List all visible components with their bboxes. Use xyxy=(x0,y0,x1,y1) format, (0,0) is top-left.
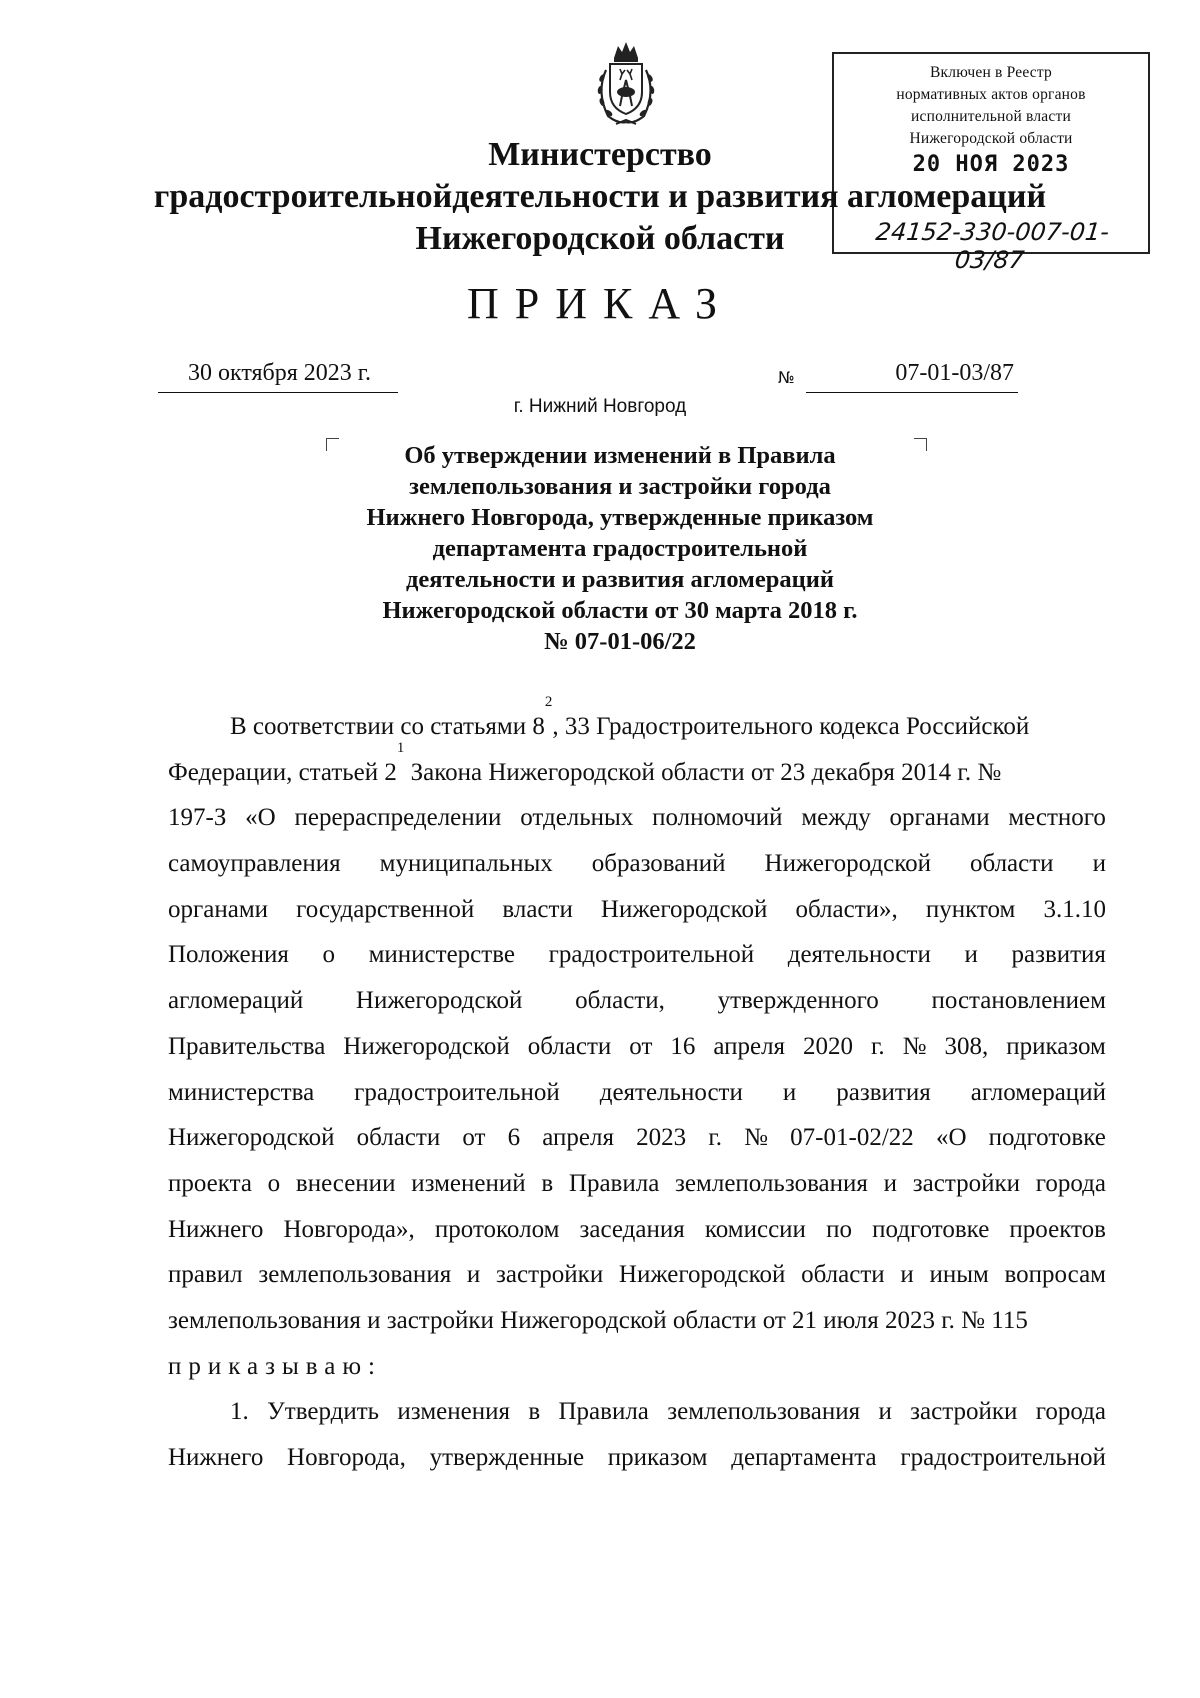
word: 6 xyxy=(507,1124,521,1152)
word: г. xyxy=(870,1032,885,1060)
body-text: Закона Нижегородской области от 23 декабря 2014 г. № xyxy=(404,758,1002,786)
word: изменений xyxy=(411,1169,526,1197)
word: «О xyxy=(935,1124,967,1152)
word: и xyxy=(883,1169,898,1197)
word: между xyxy=(801,804,871,832)
body-line xyxy=(168,1207,1106,1253)
word: министерстве xyxy=(368,941,515,969)
word: области xyxy=(969,850,1054,878)
word: градостроительной xyxy=(548,941,755,969)
subject-line: № 07-01-06/22 xyxy=(544,628,696,655)
word: области», xyxy=(795,895,898,923)
word: Правила xyxy=(558,1398,649,1426)
word: города xyxy=(1035,1169,1106,1197)
coat-of-arms-icon xyxy=(578,36,674,132)
word: проектов xyxy=(1009,1215,1106,1243)
stamp-line: нормативных актов органов xyxy=(896,86,1086,103)
word: власти xyxy=(502,895,573,923)
word: Положения xyxy=(168,941,289,969)
stamp-line: исполнительной власти xyxy=(911,108,1071,125)
word: заседания xyxy=(579,1215,685,1243)
ministry-title: Министерство xyxy=(488,136,712,173)
stamp-registration-number: 24152-330-007-01-03/87 xyxy=(874,218,1111,274)
word: департамента xyxy=(731,1444,877,1471)
word: внесении xyxy=(295,1169,396,1197)
order-subject xyxy=(300,440,940,657)
word: Нижнего xyxy=(168,1444,264,1471)
word: проекта xyxy=(168,1169,252,1197)
word: комиссии xyxy=(704,1215,806,1243)
word: и xyxy=(1092,850,1106,878)
word: местного xyxy=(1008,804,1106,832)
body-line xyxy=(168,887,1106,933)
word: апреля xyxy=(713,1032,786,1060)
word: подготовке xyxy=(988,1124,1106,1152)
word: «О xyxy=(245,804,276,832)
word: изменения xyxy=(397,1398,510,1426)
word: апреля xyxy=(542,1124,614,1152)
word: застройки xyxy=(912,1169,1020,1197)
word: перераспределении xyxy=(294,804,502,832)
order-city: г. Нижний Новгород xyxy=(513,396,687,417)
body-line xyxy=(168,694,1106,750)
body-line xyxy=(168,1115,1106,1161)
body-lines xyxy=(168,795,1106,1343)
word: утвержденного xyxy=(717,987,879,1015)
word: иным xyxy=(929,1261,989,1289)
word: 16 xyxy=(670,1032,696,1060)
word: агломераций xyxy=(168,987,304,1015)
superscript: 2 xyxy=(544,694,553,710)
body-line xyxy=(168,1070,1106,1116)
word: области, xyxy=(575,987,665,1015)
ministry-name-line: градостроительнойдеятельности и развития агломераций xyxy=(153,178,1047,215)
body-line xyxy=(168,841,1106,887)
word: Новгорода, xyxy=(287,1444,406,1471)
word: о xyxy=(322,941,335,969)
body-text: землепользования и застройки Нижегородской области от 21 июля 2023 г. № 115 xyxy=(168,1306,1028,1334)
body-line xyxy=(168,795,1106,841)
word: приказом xyxy=(1006,1032,1106,1060)
word: органами xyxy=(889,804,990,832)
word: утвержденные xyxy=(429,1444,585,1471)
word: правил xyxy=(168,1261,243,1289)
word: от xyxy=(462,1124,486,1152)
word: Новгорода», xyxy=(283,1215,415,1243)
word: Нижнего xyxy=(168,1215,264,1243)
body-line xyxy=(168,1252,1106,1298)
order-number: 07-01-03/87 xyxy=(806,360,1018,393)
word: 2023 xyxy=(636,1124,687,1152)
word: землепользования xyxy=(675,1169,868,1197)
ministry-region-line: Нижегородской области xyxy=(415,220,785,257)
word: 2020 xyxy=(803,1032,854,1060)
word: области xyxy=(527,1032,612,1060)
word: Нижегородской xyxy=(600,895,768,923)
word: подготовке xyxy=(872,1215,990,1243)
word: от xyxy=(629,1032,653,1060)
word: 3.1.10 xyxy=(1043,895,1106,923)
stamp-date: 20 НОЯ 2023 xyxy=(912,152,1070,177)
directive: приказываю: xyxy=(168,1352,382,1380)
word: Нижегородской xyxy=(343,1032,510,1060)
subject-line: департамента градостроительной xyxy=(432,535,808,562)
word: органами xyxy=(168,895,269,923)
word: развития xyxy=(836,1078,931,1106)
subject-line: Нижнего Новгорода, утвержденные приказом xyxy=(366,504,874,531)
word: Правила xyxy=(568,1169,660,1197)
word: и xyxy=(878,1398,892,1426)
word: Нижегородской xyxy=(764,850,931,878)
order-date: 30 октября 2023 г. xyxy=(158,360,398,393)
word: застройки xyxy=(496,1261,604,1289)
stamp-line: Включен в Реестр xyxy=(930,64,1052,81)
word: Нижегородской xyxy=(618,1261,786,1289)
subject-line: землепользования и застройки города xyxy=(409,473,831,500)
word: 07-01-02/22 xyxy=(790,1124,914,1152)
word: Правительства xyxy=(168,1032,326,1060)
word: г. xyxy=(708,1124,722,1152)
word: градостроительной xyxy=(900,1444,1106,1471)
word: города xyxy=(1035,1398,1106,1426)
word: землепользования xyxy=(258,1261,452,1289)
document-type-title: ПРИКАЗ xyxy=(466,279,734,328)
word: министерства xyxy=(168,1078,315,1106)
word: и xyxy=(782,1078,797,1106)
word: пунктом xyxy=(925,895,1016,923)
word: землепользования xyxy=(667,1398,861,1426)
order-body xyxy=(168,694,1106,1481)
word: деятельности xyxy=(599,1078,743,1106)
subject-line: Нижегородской области от 30 марта 2018 г. xyxy=(382,597,858,624)
word: области xyxy=(356,1124,441,1152)
stamp-line: Нижегородской области xyxy=(909,130,1073,147)
word: и xyxy=(964,941,978,969)
word: протоколом xyxy=(434,1215,560,1243)
word: вопросам xyxy=(1004,1261,1106,1289)
body-line xyxy=(168,1344,1106,1390)
body-text: Федерации, статьей 2 xyxy=(168,758,397,786)
word: отдельных xyxy=(520,804,634,832)
word: 197-З xyxy=(168,804,227,832)
word: государственной xyxy=(296,895,475,923)
word: приказом xyxy=(607,1444,708,1471)
word: Нижегородской xyxy=(168,1124,335,1152)
order-number-label: № xyxy=(778,368,795,387)
word: самоуправления xyxy=(168,850,341,878)
body-line xyxy=(168,1435,1106,1481)
word: Нижегородской xyxy=(355,987,523,1015)
word: 1. xyxy=(230,1398,249,1426)
superscript: 1 xyxy=(396,739,405,756)
word: градостроительной xyxy=(354,1078,560,1106)
word: № xyxy=(744,1124,769,1152)
body-text: , 33 Градостроительного кодекса Российской xyxy=(552,713,1030,740)
word: полномочий xyxy=(652,804,783,832)
word: в xyxy=(528,1398,541,1426)
body-line xyxy=(168,1298,1106,1344)
body-line xyxy=(168,932,1106,978)
word: о xyxy=(267,1169,281,1197)
word: по xyxy=(826,1215,852,1243)
word: образований xyxy=(591,850,726,878)
word: развития xyxy=(1011,941,1106,969)
word: и xyxy=(466,1261,481,1289)
word: области xyxy=(801,1261,885,1289)
body-line xyxy=(168,978,1106,1024)
word: в xyxy=(541,1169,554,1197)
word: застройки xyxy=(910,1398,1018,1426)
subject-line: Об утверждении изменений в Правила xyxy=(404,442,836,469)
word: Утвердить xyxy=(267,1398,380,1426)
word: и xyxy=(900,1261,914,1289)
word: постановлением xyxy=(931,987,1106,1015)
subject-line: деятельности и развития агломераций xyxy=(406,566,834,593)
word: № xyxy=(902,1032,927,1060)
body-line xyxy=(168,1389,1106,1435)
word: агломераций xyxy=(970,1078,1106,1106)
body-line xyxy=(168,1161,1106,1207)
body-line xyxy=(168,739,1106,796)
word: муниципальных xyxy=(379,850,553,878)
word: деятельности xyxy=(787,941,931,969)
body-line xyxy=(168,1024,1106,1070)
word: 308, xyxy=(944,1032,989,1060)
body-text: В соответствии со статьями 8 xyxy=(230,713,545,740)
